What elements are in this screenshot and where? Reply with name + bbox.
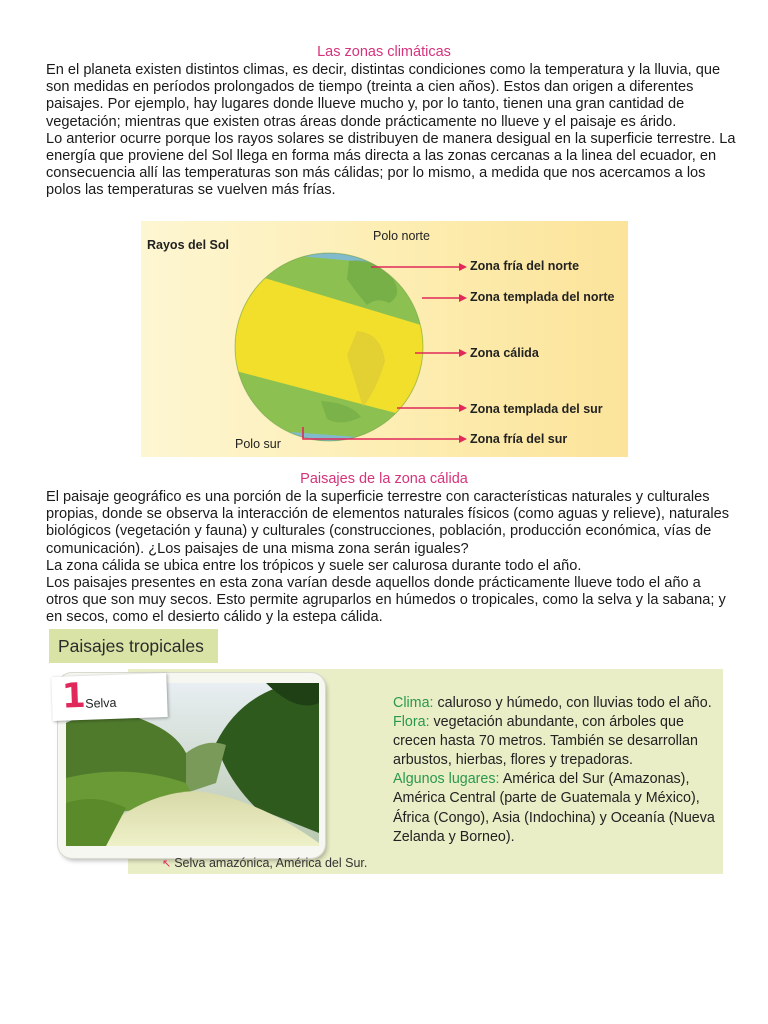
section-title-warm-landscapes: Paisajes de la zona cálida <box>300 471 468 487</box>
sun-rays-label: Rayos del Sol <box>147 238 229 252</box>
clima-key: Clima: <box>393 695 434 711</box>
selva-description <box>393 694 729 847</box>
arrow-head <box>459 349 467 357</box>
section-title-climate-zones: Las zonas climáticas <box>317 44 451 60</box>
north-pole-label: Polo norte <box>373 229 430 243</box>
clima-text: caluroso y húmedo, con lluvias todo el año. <box>433 695 712 711</box>
lugares-key: Algunos lugares: <box>393 771 500 788</box>
zone-label-cold-south: Zona fría del sur <box>470 432 568 446</box>
earth-diagram <box>141 221 628 457</box>
zone-label-temperate-north: Zona templada del norte <box>470 290 615 304</box>
south-pole-label: Polo sur <box>235 437 281 451</box>
climate-paragraph-1: En el planeta existen distintos climas, es decir, distintas condiciones como la temperatura y la lluvia, que son medidas en períodos prolongados de tiempo (treinta a cien años). Estos dan origen a diferentes paisajes. Por ejemplo, hay lugares donde llueve mucho y, por lo tanto, tienen una gran cantidad de vegetación; mientras que existen otras áreas donde prácticamente no llueve y el paisaje es árido. <box>46 62 721 130</box>
zone-label-cold-north: Zona fría del norte <box>470 259 580 273</box>
arrow-head <box>459 294 467 302</box>
landscape-paragraph-1: El paisaje geográfico es una porción de la superficie terrestre con características naturales y culturales propias, donde se observa la interacción de elementos naturales físicos (como aguas y relieve), naturales biológicos (vegetación y fauna) y culturales (construcciones, población, producción económica, vías de comunicación). ¿Los paisajes de una misma zona serán iguales? <box>46 489 730 557</box>
landscape-paragraph-3: Los paisajes presentes en esta zona varían desde aquellos donde prácticamente llueve todo el año a otros que son muy secos. Esto permite agruparlos en húmedos o tropicales, como la selva y la sabana; y en secos, como el desierto cálido y la estepa cálida. <box>46 575 726 626</box>
landscape-paragraph-2: La zona cálida se ubica entre los trópicos y suele ser calurosa durante todo el año. <box>46 557 582 574</box>
tag-label: Selva <box>84 695 117 711</box>
lugares-line <box>393 770 729 846</box>
tag-number: 1 <box>61 675 87 717</box>
zone-label-temperate-south: Zona templada del sur <box>470 402 603 416</box>
caption-text: Selva amazónica, América del Sur. <box>174 856 368 870</box>
lugares-text: América del Sur (Amazonas), América Central (parte de Guatemala y México), África (Congo), Asia (Indochina) y Oceanía (Nueva Zelanda y Borneo). <box>393 771 715 845</box>
arrow-head <box>459 435 467 443</box>
arrow-head <box>459 263 467 271</box>
caption-arrow-icon: ↖ <box>162 858 172 870</box>
flora-text: vegetación abundante, con árboles que crecen hasta 70 metros. También se desarrollan arbustos, hierbas, flores y trepadoras. <box>393 714 698 769</box>
arrow-head <box>459 404 467 412</box>
flora-line <box>393 713 729 770</box>
climate-paragraph-2: Lo anterior ocurre porque los rayos solares se distribuyen de manera desigual en la superficie terrestre. La energía que proviene del Sol llega en forma más directa a las zonas cercanas a la linea del ecuador, en consecuencia allí las temperaturas son más cálidas; por lo mismo, a medida que nos acercamos a los polos las temperaturas se vuelven más frías. <box>46 130 736 199</box>
flora-key: Flora: <box>393 714 430 731</box>
climate-zones-figure <box>141 221 628 457</box>
climate-intro-text <box>46 62 736 200</box>
warm-landscapes-text <box>46 489 736 627</box>
tropical-landscapes-banner: Paisajes tropicales <box>49 629 218 663</box>
zone-label-warm: Zona cálida <box>470 346 539 360</box>
photo-caption <box>162 856 367 870</box>
selva-tag <box>51 673 167 721</box>
clima-line <box>393 694 729 713</box>
